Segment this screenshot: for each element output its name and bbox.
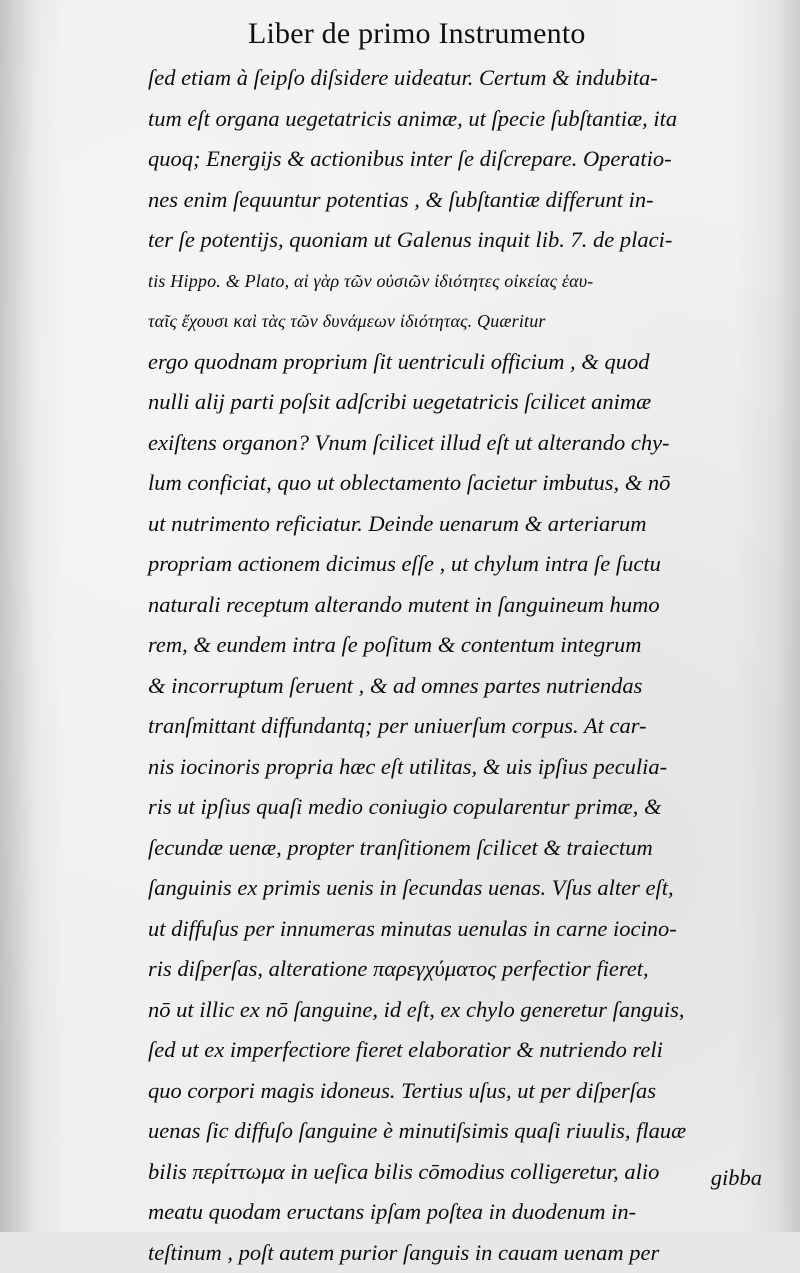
- body-text-block: [148, 58, 778, 1273]
- page-gutter-shadow: [0, 0, 36, 1232]
- text-line: & incorruptum ſeruent , & ad omnes partes nutriendas: [148, 666, 778, 707]
- text-line: bilis περίττωμα in ueſica bilis cōmodius colligeretur, alio: [148, 1152, 778, 1193]
- text-line: ut diffuſus per innumeras minutas uenulas in carne iocino-: [148, 909, 778, 950]
- text-line: nulli alij parti poſsit adſcribi uegetatricis ſcilicet animæ: [148, 382, 778, 423]
- page-edge-shadow: [776, 0, 800, 1232]
- text-line-greek: tis Hippo. & Plato, αἱ γὰρ τῶν οὐσιῶν ἰδιότητες οἰκείας ἑαυ-: [148, 261, 778, 302]
- text-line: ſecundæ uenæ, propter tranſitionem ſcilicet & traiectum: [148, 828, 778, 869]
- catchword: gibba: [711, 1158, 762, 1198]
- text-line: nis iocinoris propria hæc eſt utilitas, & uis ipſius peculia-: [148, 747, 778, 788]
- text-line: tranſmittant diffundantq; per uniuerſum corpus. At car-: [148, 706, 778, 747]
- text-line: ſanguinis ex primis uenis in ſecundas uenas. Vſus alter eſt,: [148, 868, 778, 909]
- text-line: propriam actionem dicimus eſſe , ut chylum intra ſe ſuctu: [148, 544, 778, 585]
- text-line: ris ut ipſius quaſi medio coniugio copularentur primæ, &: [148, 787, 778, 828]
- text-line: ut nutrimento reficiatur. Deinde uenarum & arteriarum: [148, 504, 778, 545]
- text-line: nes enim ſequuntur potentias , & ſubſtantiæ differunt in-: [148, 180, 778, 221]
- text-line: quo corpori magis idoneus. Tertius uſus, ut per diſperſas: [148, 1071, 778, 1112]
- text-line: ſed etiam à ſeipſo diſsidere uideatur. Certum & indubita-: [148, 58, 778, 99]
- running-head: Liber de primo Instrumento: [248, 14, 586, 54]
- text-line-greek: ταῖς ἔχουσι καὶ τὰς τῶν δυνάμεων ἰδιότητας. Quæritur: [148, 301, 778, 342]
- text-line: lum conficiat, quo ut oblectamento ſacietur imbutus, & nō: [148, 463, 778, 504]
- text-line: meatu quodam eructans ipſam poſtea in duodenum in-: [148, 1192, 778, 1233]
- text-line: ter ſe potentijs, quoniam ut Galenus inquit lib. 7. de placi-: [148, 220, 778, 261]
- text-line: exiſtens organon? Vnum ſcilicet illud eſt ut alterando chy-: [148, 423, 778, 464]
- text-line: naturali receptum alterando mutent in ſanguineum humo: [148, 585, 778, 626]
- text-line: teſtinum , poſt autem purior ſanguis in cauam uenam per: [148, 1233, 778, 1273]
- text-line: quoq; Energijs & actionibus inter ſe diſcrepare. Operatio-: [148, 139, 778, 180]
- text-line: nō ut illic ex nō ſanguine, id eſt, ex chylo generetur ſanguis,: [148, 990, 778, 1031]
- text-line: uenas ſic diffuſo ſanguine è minutiſsimis quaſi riuulis, flauæ: [148, 1111, 778, 1152]
- text-line: ſed ut ex imperfectiore fieret elaboratior & nutriendo reli: [148, 1030, 778, 1071]
- text-line: tum eſt organa uegetatricis animæ, ut ſpecie ſubſtantiæ, ita: [148, 99, 778, 140]
- text-line: ris diſperſas, alteratione παρεγχύματος perfectior fieret,: [148, 949, 778, 990]
- text-line: ergo quodnam proprium ſit uentriculi officium , & quod: [148, 342, 778, 383]
- text-line: rem, & eundem intra ſe poſitum & contentum integrum: [148, 625, 778, 666]
